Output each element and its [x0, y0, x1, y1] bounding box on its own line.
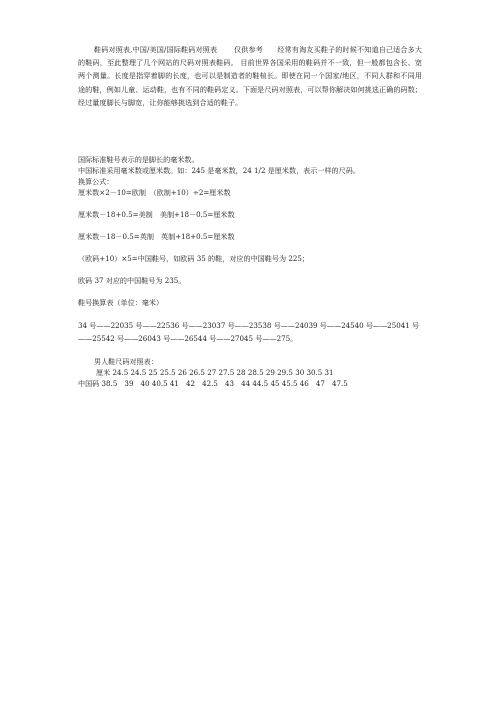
conversion-section: [78, 154, 428, 389]
example-line: 欧码 37 对应的中国鞋号为 235。: [78, 276, 186, 285]
formula-line-2: 厘米数－18+0.5=美制 美制+18－0.5=厘米数: [78, 210, 235, 219]
formula-line-3: 厘米数－18－0.5=英制 英制+18+0.5=厘米数: [78, 232, 235, 241]
cm-row: 厘米 24.5 24.5 25 25.5 26 26.5 27 27.5 28 28.5 29 29.5 30 30.5 31: [96, 368, 334, 377]
men-size-title: 男人鞋尺码对照表：: [94, 357, 158, 366]
formula-line-4: （欧码+10）×5=中国鞋号，如欧码 35 的鞋，对应的中国鞋号为 225；: [78, 254, 309, 263]
size-table-rows: 34 号——22035 号——22536 号——23037 号——23538 号——24039 号——24540 号——25041 号——25542 号——26043 号——26544 号——27045 号——275。: [78, 321, 420, 343]
table-title: 鞋号换算表（单位：毫米）: [78, 298, 164, 307]
formula-line-1: 厘米数×2－10=欧制 （欧制+10）÷2=厘米数: [78, 188, 231, 197]
cn-row: 中国码 38.5 39 40 40.5 41 42 42.5 43 44 44.5 45 45.5 46 47 47.5: [78, 379, 348, 388]
china-standard-line: 中国标准采用毫米数或厘米数。如：245 是毫米数，24 1/2 是厘米数，表示一样的尺码。: [78, 166, 360, 175]
intl-standard-line: 国际标准鞋号表示的是脚长的毫米数。: [78, 155, 199, 164]
formula-title: 换算公式：: [78, 177, 114, 186]
intro-paragraph: 鞋码对照表,中国/美国/国际鞋码对照表 仅供参考 经常有淘友买鞋子的时候不知道自己适合多大的鞋码，至此整理了几个网站的尺码对照表鞋码。 目前世界各国采用的鞋码并不一致，但一般都包含长、宽两个测量。长度是指穿着脚的长度，也可以是制造者的鞋楦长。即使在同一个国家/地区，不同人群和不同用途的鞋，例如儿童、运动鞋，也有不同的鞋码定义。下面是尺码对照表，可以帮你解决如何挑选正确的码数；经过量度脚长与脚宽，让你能够挑选到合适的鞋子。: [78, 45, 422, 107]
